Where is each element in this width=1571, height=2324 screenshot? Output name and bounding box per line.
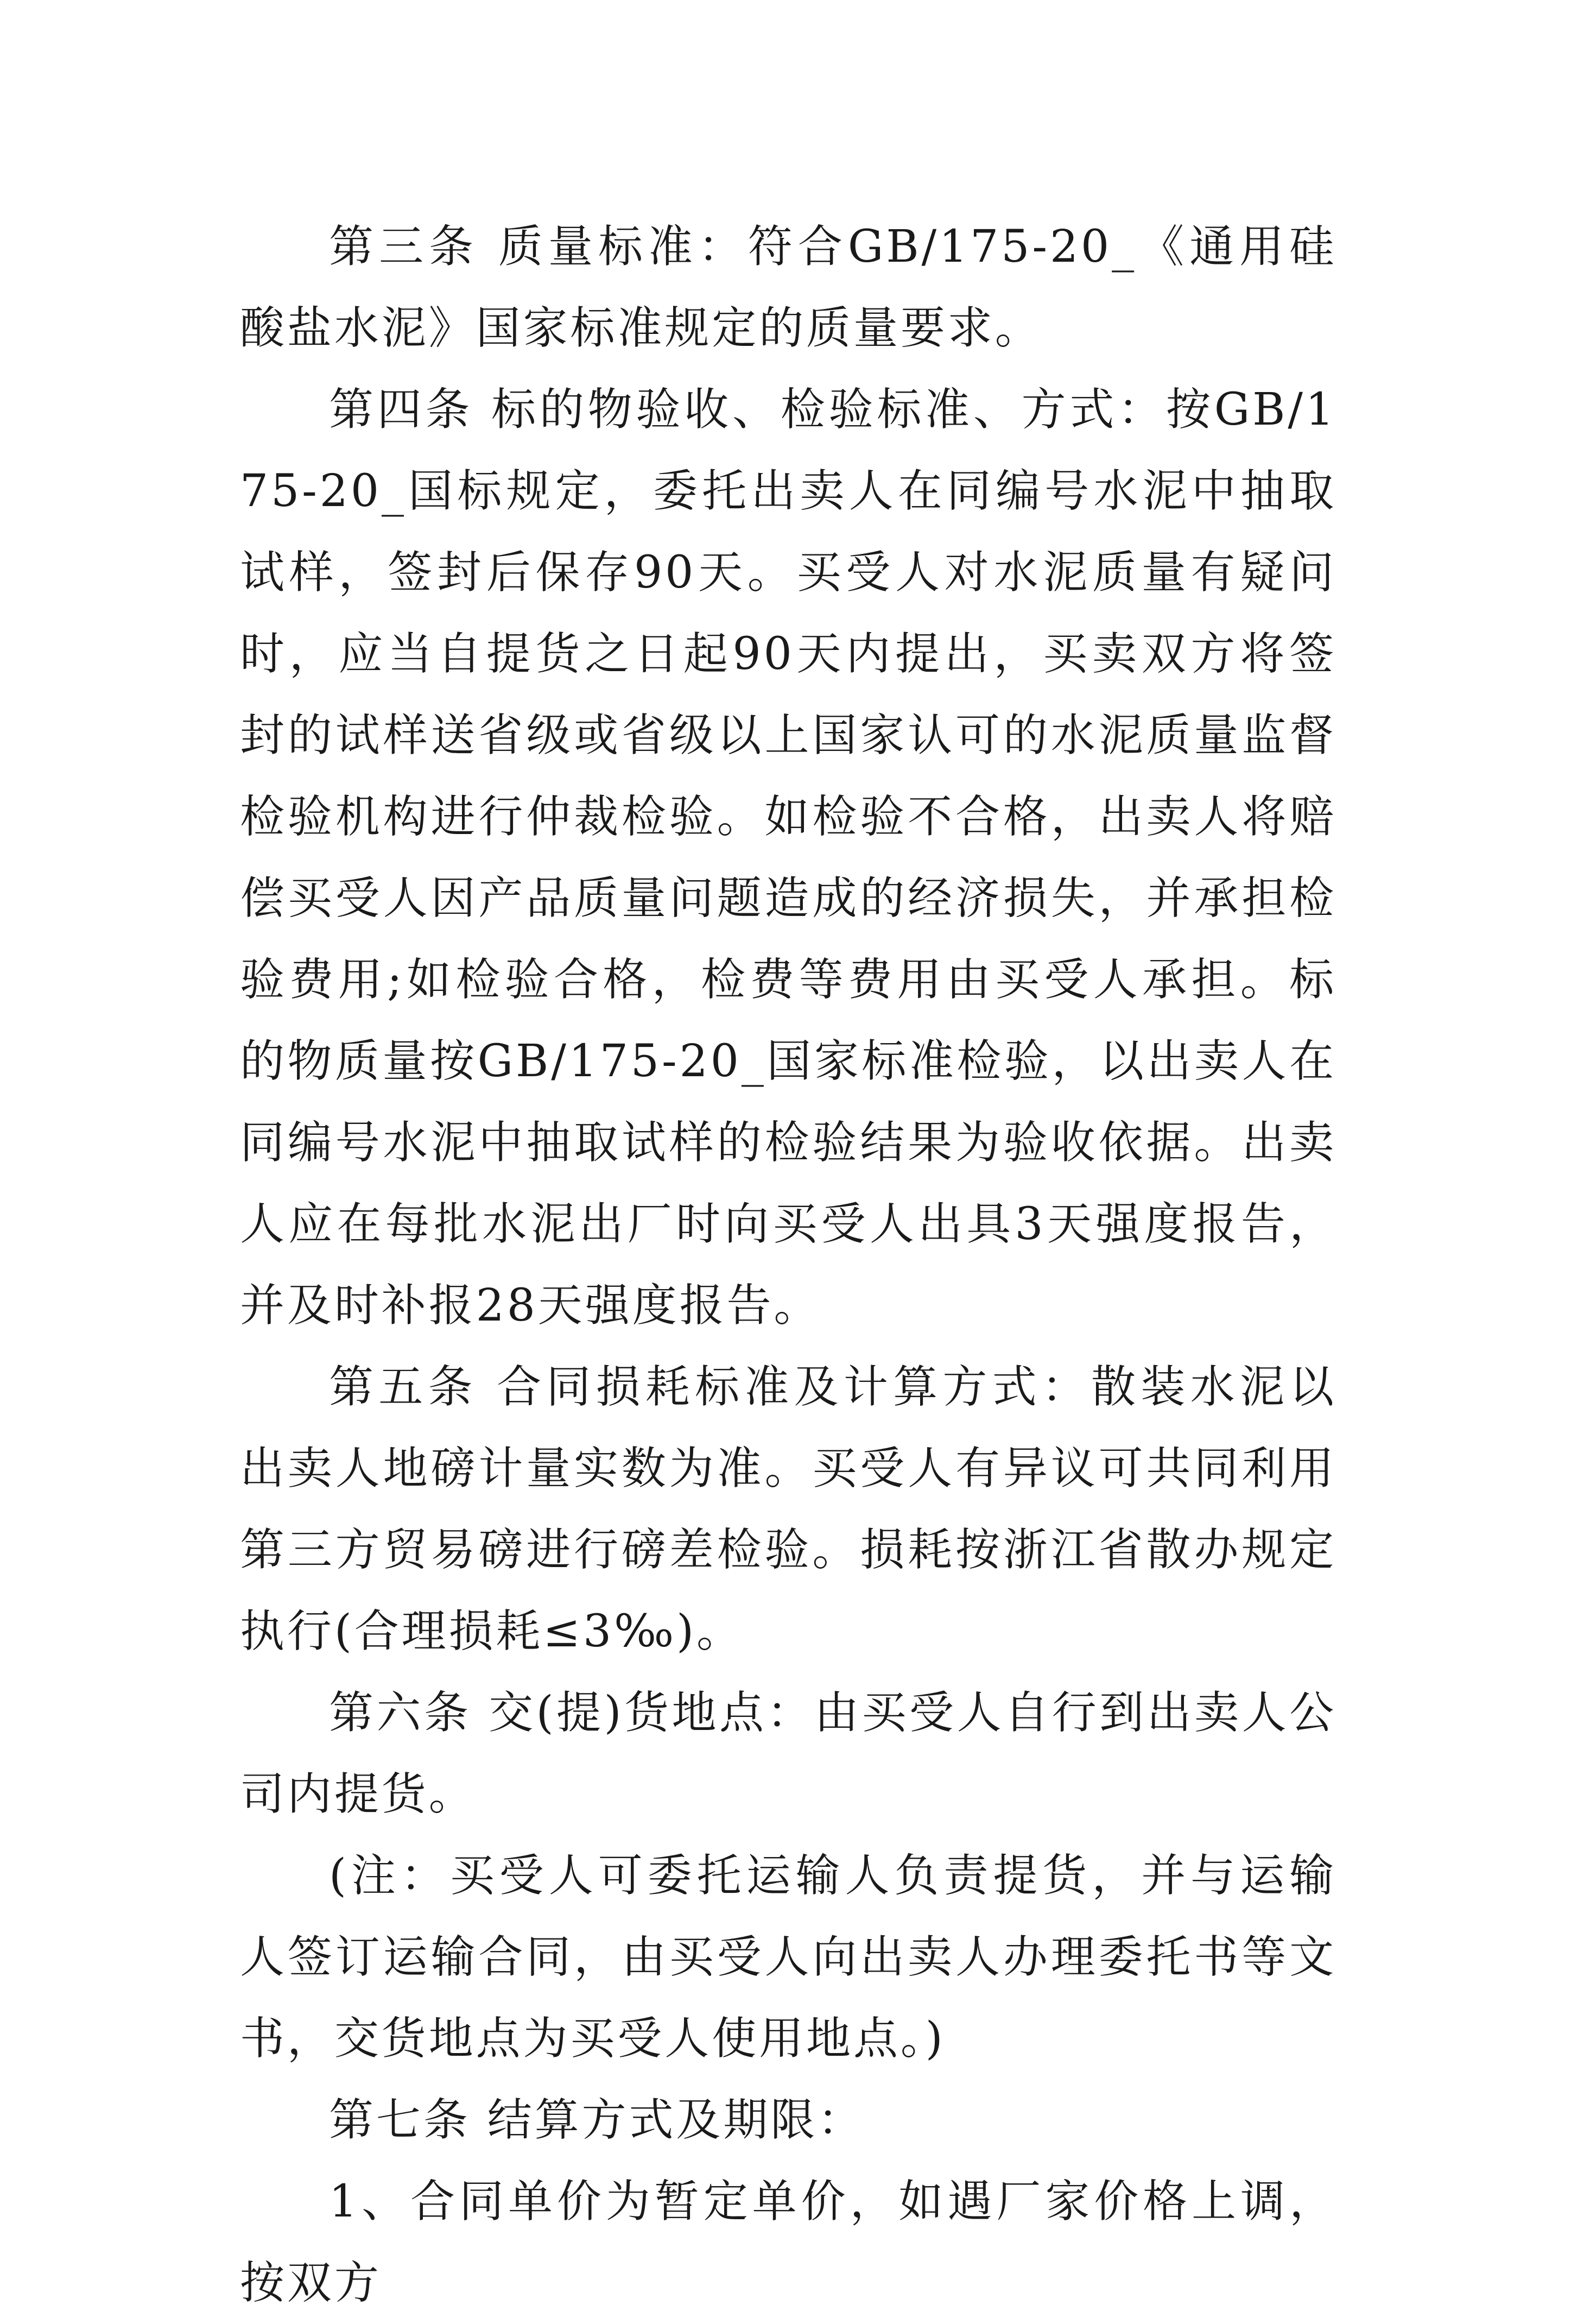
settlement-clause-1: 1、合同单价为暂定单价，如遇厂家价格上调，按双方 bbox=[240, 2176, 1336, 2309]
article-7-settlement-heading: 第七条 结算方式及期限： bbox=[329, 2094, 865, 2146]
article-5-loss-standard: 第五条 合同损耗标准及计算方式：散装水泥以出卖人地磅计量实数为准。买受人有异议可共同利用第三方贸易磅进行磅差检验。损耗按浙江省散办规定执行(合理损耗≤3‰)。 bbox=[240, 1361, 1336, 1657]
delivery-note: (注：买受人可委托运输人负责提货，并与运输人签订运输合同，由买受人向出卖人办理委托书等文书，交货地点为买受人使用地点。) bbox=[240, 1850, 1336, 2064]
article-6-delivery-location: 第六条 交(提)货地点：由买受人自行到出卖人公司内提货。 bbox=[240, 1687, 1336, 1820]
article-3-quality-standard: 第三条 质量标准：符合GB/175-20_《通用硅酸盐水泥》国家标准规定的质量要求。 bbox=[240, 221, 1336, 354]
document-body bbox=[240, 206, 1336, 2324]
article-4-acceptance-inspection: 第四条 标的物验收、检验标准、方式：按GB/175-20_国标规定，委托出卖人在同编号水泥中抽取试样，签封后保存90天。买受人对水泥质量有疑问时，应当自提货之日起90天内提出，买卖双方将签封的试样送省级或省级以上国家认可的水泥质量监督检验机构进行仲裁检验。如检验不合格，出卖人将赔偿买受人因产品质量问题造成的经济损失，并承担检验费用;如检验合格，检费等费用由买受人承担。标的物质量按GB/175-20_国家标准检验，以出卖人在同编号水泥中抽取试样的检验结果为验收依据。出卖人应在每批水泥出厂时向买受人出具3天强度报告，并及时补报28天强度报告。 bbox=[240, 384, 1336, 1331]
